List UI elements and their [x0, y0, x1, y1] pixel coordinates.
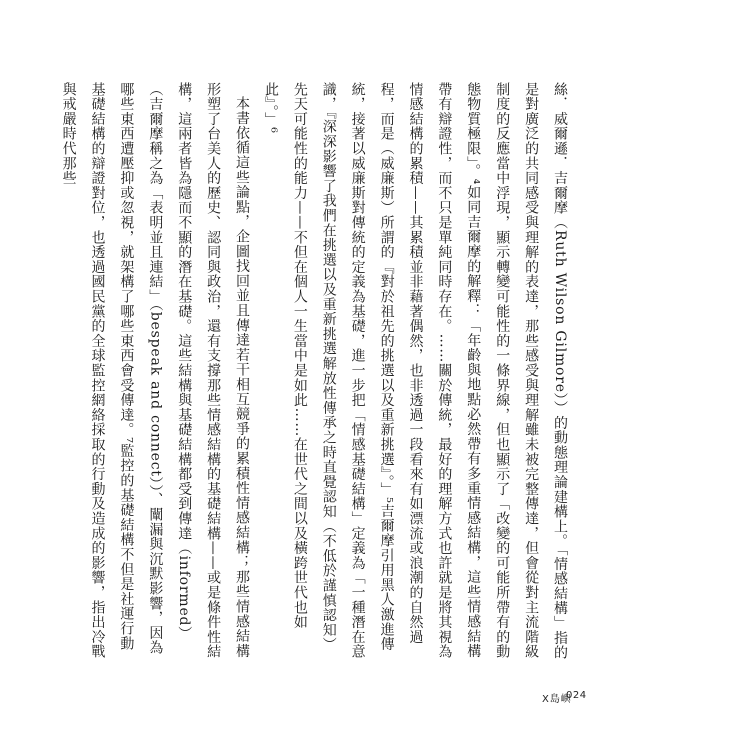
paragraph-2: 本書依循這些論點，企圖找回並且傳達若干相互競爭的累積性情感結構；那些情感結構形塑了台美人的歷史、認同與政治，還有支撐那些情感結構的基礎結構——或是條件性結構，這兩者皆為隱而不顯的潛在基礎。這些結構與基礎結構都受到傳達（informed）（吉爾摩稱之為「表明並且連結」（bespeak and connect））、闡漏與沉默影響，因為哪些東西遭壓抑或忽視，就架構了哪些東西會受傳達。⁷監控的基礎結構不但是社運行動基礎結構的辯證對位，也透過國民黨的全球監控網絡採取的行動及造成的影響，指出冷戰與戒嚴時代那些: [60, 82, 251, 660]
paragraph-1: 絲．威爾遜．吉爾摩（Ruth Wilson Gilmore））的動態理論建構上。「情感結構」指的是對廣泛的共同感受與理解的表達，那些感受與理解雖未被完整傳達，但會從對主流階級制度的反應當中浮現，顯示轉變可能性的一條界線，但也顯示了「改變的可能所帶有的動態物質極限」。⁴如同吉爾摩的解釋：「年齡與地點必然帶有多重情感結構，這些情感結構帶有辯證性，而不只是單純同時存在。……關於傳統，最好的理解方式也許就是將其視為情感結構的累積——其累積並非藉著偶然，也非透過一段看來有如漂流或浪潮的自然過程，而是（威廉斯）所謂的『對於祖先的挑選以及重新挑選』。」⁵吉爾摩引用黑人激進傳統，接著以威廉斯對傳統的定義為基礎，進一步把「情感基礎結構」定義為「一種潛在意識，『深深影響了我們在挑選以及重新挑選解放性傳承之時直覺認知（不低於謹慎認知）先天可能性的能力——不但在個人一生當中是如此……在世代之間以及橫跨世代也如此』。」⁶: [262, 82, 568, 661]
page-number: 024: [566, 690, 587, 701]
vertical-text-body: [60, 82, 574, 662]
running-footer-title: X島嶼: [542, 694, 572, 705]
